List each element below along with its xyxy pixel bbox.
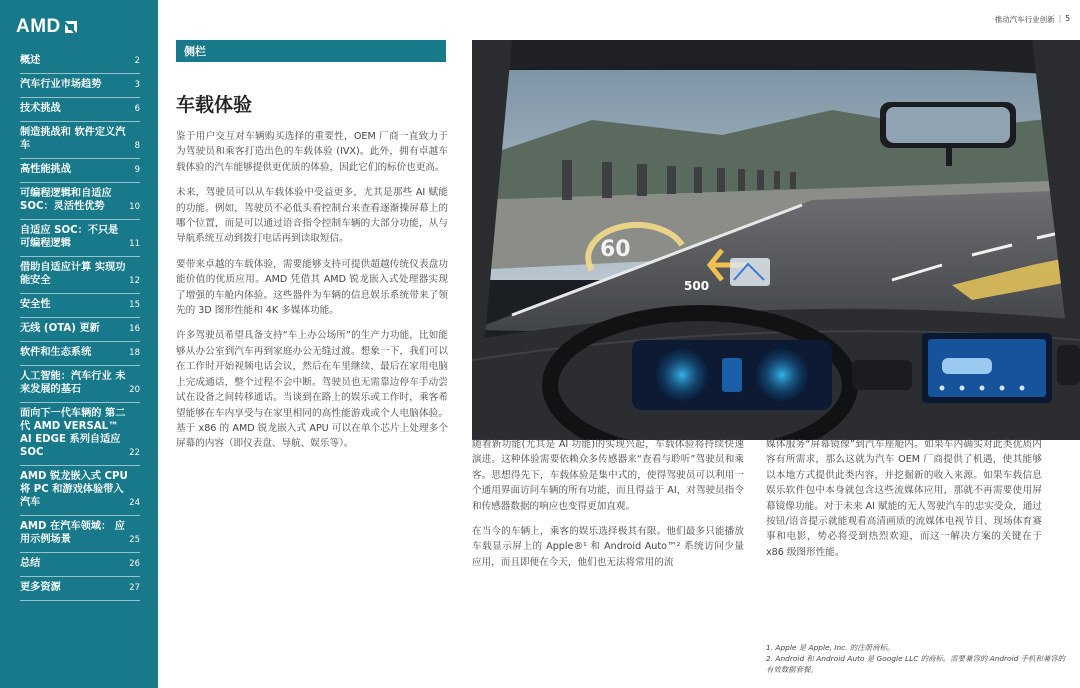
toc-page: 6 bbox=[134, 104, 140, 114]
toc-label: 人工智能：汽车行业 未来发展的基石 bbox=[20, 371, 126, 395]
paragraph: 要带来卓越的车载体验，需要能够支持可提供超越传统仪表盘功能价值的优质应用。AMD 凭借其 AMD 锐龙嵌入式处理器实现了增强的车舱内体验。这些器件为车辆的信息娱乐系统带来了领先的 3D 图形性能和 4K 多媒体功能。 bbox=[176, 258, 448, 317]
toc-item-functional-safety[interactable] bbox=[20, 257, 140, 294]
toc-item-security[interactable] bbox=[20, 294, 140, 318]
footnotes bbox=[766, 642, 1066, 675]
toc-page: 22 bbox=[129, 448, 140, 458]
toc-item-summary[interactable] bbox=[20, 553, 140, 577]
toc-page: 24 bbox=[129, 498, 140, 508]
toc-item-programmable-logic[interactable] bbox=[20, 183, 140, 220]
toc-label: 概述 bbox=[20, 55, 41, 66]
toc-page: 25 bbox=[129, 535, 140, 545]
toc-item-overview[interactable] bbox=[20, 50, 140, 74]
toc-page: 27 bbox=[129, 583, 140, 593]
toc-label: 借助自适应计算 实现功能安全 bbox=[20, 262, 126, 286]
toc-label: 更多资源 bbox=[20, 582, 61, 593]
toc-page: 26 bbox=[129, 559, 140, 569]
toc-item-market-trends[interactable] bbox=[20, 74, 140, 98]
paragraph: 媒体服务“屏幕镜像”到汽车座舱内。如果车内确实对此类优质内容有所需求，那么这就为汽车 OEM 厂商提供了机遇，使其能够以本地方式提供此类内容，并挖掘新的收入来源。如果车载信息娱乐软件包中本身就包含这些流媒体应用，那就不再需要使用屏幕镜像功能。对于未来 AI 赋能的无人驾驶汽车的忠实受众，通过按钮/语音提示就能观看高清画质的流媒体电视节目、现场体育赛事和电影，势必将受到热烈欢迎，而这一解决方案的关键在于 x86 级图形性能。 bbox=[766, 439, 1042, 558]
toc-page: 2 bbox=[134, 56, 140, 66]
toc-page: 20 bbox=[129, 385, 140, 395]
cockpit-hero-image bbox=[472, 40, 1080, 440]
toc-page: 18 bbox=[129, 348, 140, 358]
toc-item-ota[interactable] bbox=[20, 318, 140, 342]
toc-label: 自适应 SOC：不只是 可编程逻辑 bbox=[20, 225, 119, 249]
paragraph: 鉴于用户交互对车辆购买选择的重要性，OEM 厂商一直致力于为驾驶员和乘客打造出色的车载体验 (IVX)。此外，拥有卓越车载体验的汽车能够提供更优质的体验，因此它们的标价也更高。 bbox=[176, 131, 448, 173]
logo-text: AMD bbox=[16, 16, 61, 37]
toc-item-ryzen[interactable] bbox=[20, 466, 140, 516]
paragraph: 随着新功能(尤其是 AI 功能)的实现兴起，车载体验将持续快速演进。这种体验需要依赖众多传感器来“查看与聆听”驾驶员和乘客。思想得先下，车载体验是集中式的，使得驾驶员可以利用一个通用界面访问车辆的所有功能，而且得益于 AI，对驾驶员指令和传感器数据的响应也变得更加直观。 bbox=[472, 439, 744, 512]
section-title: 车载体验 bbox=[176, 94, 253, 116]
footnote: 1. Apple 是 Apple, Inc. 的注册商标。 bbox=[766, 643, 895, 652]
article-middle-column bbox=[472, 437, 744, 570]
toc-label: 制造挑战和 软件定义汽车 bbox=[20, 127, 126, 151]
toc-label: 总结 bbox=[20, 558, 41, 569]
toc-item-manufacturing[interactable] bbox=[20, 122, 140, 159]
table-of-contents bbox=[20, 50, 140, 601]
footnote: 2. Android 和 Android Auto 是 Google LLC 的商标。需要兼容的 Android 手机和兼容的有效数据套餐。 bbox=[766, 654, 1066, 674]
hud-speed: 60 bbox=[600, 237, 631, 262]
header-separator: | bbox=[1058, 14, 1062, 23]
toc-page: 12 bbox=[129, 276, 140, 286]
toc-label: 汽车行业市场趋势 bbox=[20, 79, 102, 90]
toc-item-versal[interactable] bbox=[20, 403, 140, 466]
toc-label: 安全性 bbox=[20, 299, 51, 310]
toc-label: 可编程逻辑和自适应 SOC：灵活性优势 bbox=[20, 188, 112, 212]
toc-page: 8 bbox=[134, 141, 140, 151]
paragraph: 在当今的车辆上，乘客的娱乐选择极其有限。他们最多只能播放车载显示屏上的 Apple®¹ 和 Android Auto™² 系统访问少量应用，而且即便在今天，他们也无法将常用的流 bbox=[472, 526, 744, 568]
toc-label: 技术挑战 bbox=[20, 103, 61, 114]
toc-page: 15 bbox=[129, 300, 140, 310]
toc-item-resources[interactable] bbox=[20, 577, 140, 601]
toc-item-use-cases[interactable] bbox=[20, 516, 140, 553]
toc-label: AMD 锐龙嵌入式 CPU 将 PC 和游戏体验带入汽车 bbox=[20, 471, 128, 508]
page-number: 5 bbox=[1065, 14, 1070, 23]
toc-page: 9 bbox=[134, 165, 140, 175]
toc-page: 10 bbox=[129, 202, 140, 212]
toc-item-ai[interactable] bbox=[20, 366, 140, 403]
toc-label: 无线 (OTA) 更新 bbox=[20, 323, 100, 334]
toc-item-software[interactable] bbox=[20, 342, 140, 366]
toc-page: 11 bbox=[129, 239, 140, 249]
toc-label: AMD 在汽车领域： 应用示例场景 bbox=[20, 521, 125, 545]
toc-page: 16 bbox=[129, 324, 140, 334]
hud-distance: 500 bbox=[684, 279, 710, 293]
running-title: 推动汽车行业创新 bbox=[994, 15, 1055, 24]
amd-arrow-icon bbox=[64, 20, 78, 34]
toc-label: 软件和生态系统 bbox=[20, 347, 92, 358]
sidebar-badge: 侧栏 bbox=[176, 40, 446, 62]
toc-item-performance[interactable] bbox=[20, 159, 140, 183]
toc-label: 高性能挑战 bbox=[20, 164, 71, 175]
toc-item-tech-challenges[interactable] bbox=[20, 98, 140, 122]
paragraph: 许多驾驶员希望具备支持“车上办公场所”的生产力功能，比如能够从办公室到汽车再到家庭办公无缝过渡。想象一下，我们可以在工作时开始视频电话会议，然后在车里继续，最后在家用电脑上完成通话，整个过程不会中断。驾驶员也无需靠边停车手动尝试在设备之间转移通话。当谈到在路上的娱乐或工作时，乘客希望能够在车内享受与在家里相同的高性能游戏或个人电脑体验。基于 x86 的 AMD 锐龙嵌入式 APU 可以在单个芯片上处理多个屏幕的内容（即仪表盘、导航、娱乐等）。 bbox=[176, 330, 448, 450]
toc-item-adaptive-soc[interactable] bbox=[20, 220, 140, 257]
paragraph: 未来，驾驶员可以从车载体验中受益更多，尤其是那些 AI 赋能的功能。例如，驾驶员不必低头看控制台来查看逐渐操屏幕上的哪个位置，而是可以通过语音指令控制车辆的大部分功能，从与导航系统互动到拨打电话再到读取短信。 bbox=[176, 187, 448, 245]
toc-label: 面向下一代车辆的 第二代 AMD VERSAL™ AI EDGE 系列自适应 SOC bbox=[20, 408, 126, 458]
article-right-column bbox=[766, 437, 1042, 560]
toc-page: 3 bbox=[134, 80, 140, 90]
amd-logo[interactable] bbox=[16, 16, 78, 38]
running-header bbox=[995, 14, 1070, 25]
article-left-column bbox=[176, 40, 448, 452]
sidebar bbox=[0, 0, 158, 688]
